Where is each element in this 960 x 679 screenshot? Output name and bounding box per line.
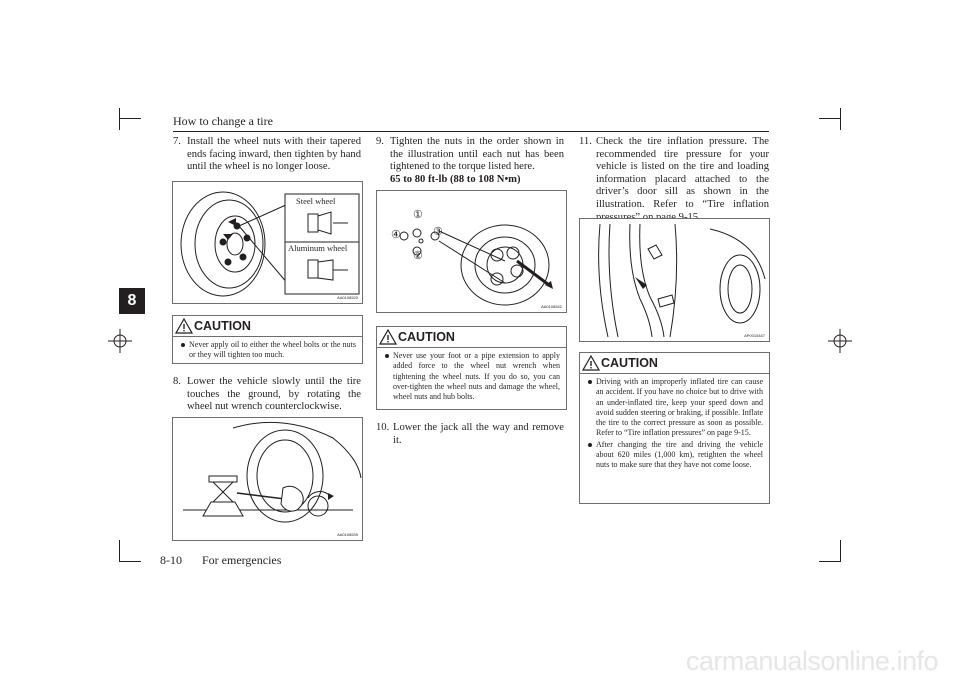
order-label-1: ①: [413, 209, 423, 221]
header-rule: [173, 131, 769, 132]
order-label-2: ②: [413, 250, 423, 262]
caution-header: [173, 316, 362, 337]
figure-code: AA0108539: [337, 532, 358, 537]
registration-mark-icon: [828, 329, 852, 353]
caution-box-oil: [172, 315, 363, 364]
caution-box-inflation: [579, 352, 770, 504]
figure-install-wheel-nuts: [172, 181, 363, 304]
door-sill-placard-illustration: [580, 219, 769, 341]
caution-item: Driving with an improperly inflated tire can cause an accident. If you have no choice but to drive with an under-inflated tire, keep your speed down and avoid sudden steering or braking, if possible. Inflate the tire to the correct pressure as soon as possible. Refer to “Tire inflation pressures” on page 9-15.: [588, 377, 763, 439]
page-number: 8-10: [160, 553, 182, 567]
figure-code: AA0108542: [541, 304, 562, 309]
jack-lowering-illustration: [173, 418, 362, 540]
page-header-title: How to change a tire: [173, 114, 273, 128]
watermark-text[interactable]: carmanualsonline.info: [685, 646, 938, 676]
warning-triangle-icon: [175, 318, 193, 334]
caution-title: CAUTION: [398, 330, 455, 344]
caution-title: CAUTION: [194, 319, 251, 333]
callout-aluminum-wheel: Aluminum wheel: [288, 243, 348, 253]
warning-triangle-icon: [379, 329, 397, 345]
caution-box-pipe-extension: [376, 326, 567, 410]
step-9: 9. Tighten the nuts in the order shown in the illustration until each nut has been tightened to the torque listed here. 65 to 80 ft-lb (88 to 108 N•m): [376, 136, 564, 185]
callout-steel-wheel: Steel wheel: [296, 196, 336, 206]
caution-item: Never use your foot or a pipe extension to apply added force to the wheel nut wrench when tightening the wheel nuts. If you do so, you can over-tighten the wheel nuts and damage the wheel, wheel nuts and hub bolts.: [385, 351, 560, 402]
figure-code: AA0108520: [337, 295, 358, 300]
figure-tightening-order: [376, 190, 567, 313]
page-footer: [160, 553, 281, 568]
caution-header: [377, 327, 566, 348]
torque-value: 65 to 80 ft-lb (88 to 108 N•m): [390, 173, 521, 185]
registration-mark-icon: [108, 329, 132, 353]
caution-title: CAUTION: [601, 356, 658, 370]
figure-lower-vehicle: [172, 417, 363, 541]
step-11: 11. Check the tire inflation pressure. The recommended tire pressure for your vehicle is listed on the tire and loading information placard attached to the driver’s door sill as shown in the illustration. Refer to “Tire inflation: [579, 136, 769, 210]
step-8: 8. Lower the vehicle slowly until the tire touches the ground, by rotating the wheel nut wrench counterclockwise.: [173, 376, 361, 413]
step-10: 10. Lower the jack all the way and remove it.: [376, 422, 564, 446]
warning-triangle-icon: [582, 355, 600, 371]
caution-header: [580, 353, 769, 374]
caution-item: After changing the tire and driving the vehicle about 620 miles (1,000 km), retighten the wheel nuts to make sure that they have not come loose.: [588, 440, 763, 471]
step-7: 7. Install the wheel nuts with their tapered ends facing inward, then tighten by hand until the wheel is no longer loose.: [173, 136, 361, 173]
caution-item: Never apply oil to either the wheel bolts or the nuts or they will tighten too much.: [181, 340, 356, 361]
figure-code: AP0015447: [744, 333, 765, 338]
order-label-3: ③: [433, 226, 443, 238]
figure-door-placard: [579, 218, 770, 342]
tightening-order-illustration: [377, 191, 566, 312]
footer-section: For emergencies: [202, 553, 282, 567]
chapter-tab: 8: [119, 288, 145, 314]
order-label-4: ④: [391, 229, 401, 241]
